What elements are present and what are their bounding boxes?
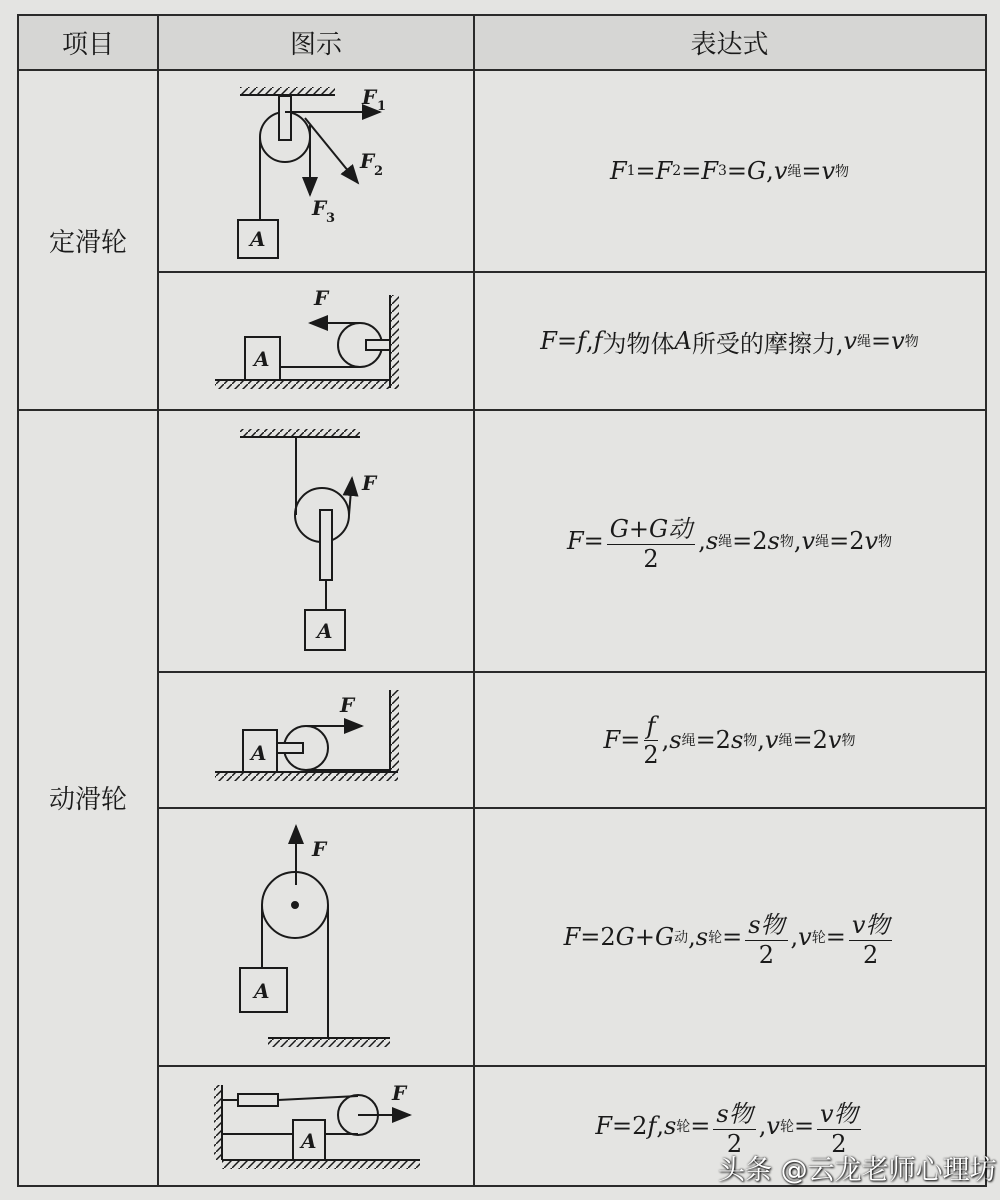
subscript: 轮: [708, 930, 723, 946]
math-symbol: f: [647, 1111, 657, 1140]
header-figure: 图示: [158, 15, 474, 70]
header-expression: 表达式: [474, 15, 985, 70]
numerator: s物: [713, 1094, 755, 1130]
subscript: 物: [841, 733, 856, 749]
formula-text: =: [635, 157, 656, 185]
watermark: 头条 @云龙老师心理坊: [718, 1155, 997, 1186]
label-f: F: [392, 1081, 407, 1105]
math-symbol: F: [566, 527, 584, 555]
label-f: F: [362, 471, 377, 495]
subscript: 动: [674, 930, 689, 946]
subscript: 轮: [779, 1118, 794, 1135]
math-symbol: G: [615, 923, 635, 951]
math-symbol: G: [654, 923, 675, 951]
math-symbol: s: [695, 923, 709, 951]
math-symbol: F: [595, 1111, 613, 1140]
subscript: 物: [904, 334, 919, 350]
math-symbol: v: [798, 923, 812, 951]
math-symbol: v: [773, 157, 788, 185]
formula-text: =2: [695, 726, 731, 754]
label-a: A: [251, 741, 267, 765]
math-symbol: f: [577, 327, 586, 355]
label-a: A: [254, 347, 270, 371]
formula-text: =2: [792, 726, 828, 754]
numerator: s物: [745, 905, 787, 941]
subscript: 轮: [811, 930, 826, 946]
spring-scale: [238, 1094, 278, 1106]
formula-text: =2: [732, 527, 768, 555]
formula-text: ,: [758, 1111, 767, 1140]
subscript: 绳: [778, 733, 793, 749]
subscript: 物: [779, 534, 794, 550]
subscript: 物: [878, 534, 893, 550]
formula-text: =: [793, 1111, 815, 1140]
subscript: 物: [835, 164, 850, 180]
denominator: 2: [758, 941, 774, 969]
formula-text: ,: [757, 726, 765, 754]
formula-text: ,: [790, 923, 799, 951]
math-symbol: v: [766, 1111, 780, 1140]
math-symbol: v: [764, 726, 779, 754]
math-symbol: s: [669, 726, 682, 754]
math-symbol: s: [663, 1111, 677, 1140]
math-symbol: F: [540, 327, 557, 355]
subscript: 绳: [787, 164, 802, 180]
denominator: 2: [831, 1129, 847, 1158]
formula-text: ,: [688, 923, 696, 951]
math-symbol: v: [891, 327, 905, 355]
movable-pulley-diagram-1: [240, 429, 378, 650]
label-f: F: [312, 837, 327, 861]
denominator: 2: [643, 545, 659, 573]
label-f2: F: [360, 149, 375, 173]
formula-text: ,: [698, 527, 706, 555]
label-f: F: [314, 286, 329, 310]
formula-text: =: [825, 923, 846, 951]
formula-text: +: [634, 923, 655, 951]
math-symbol: F: [603, 726, 621, 754]
label-sub: 1: [377, 99, 387, 114]
label-f1: F: [362, 85, 377, 109]
numerator: f: [644, 712, 659, 741]
formula-text: 所受的摩擦力,: [691, 329, 844, 358]
fixed-pulley-diagram-2: [215, 286, 399, 389]
label-f: F: [340, 693, 355, 717]
math-symbol: F: [655, 157, 673, 185]
label-sub: 2: [374, 164, 384, 179]
formula-text: =: [726, 157, 747, 185]
subscript: 2: [672, 163, 682, 179]
formula-text: =2: [829, 527, 865, 555]
formula-text: ,: [585, 327, 594, 355]
formula-text: 为物体: [602, 329, 675, 358]
math-symbol: f: [593, 327, 603, 355]
math-symbol: A: [674, 327, 692, 355]
math-symbol: G: [747, 157, 767, 185]
math-symbol: v: [864, 527, 879, 555]
subscript: 绳: [815, 534, 830, 550]
formula-text: ,: [661, 726, 670, 754]
group-movable-pulley: 动滑轮: [48, 785, 127, 815]
formula-text: =: [583, 527, 604, 555]
label-sub: 3: [326, 211, 336, 226]
formula-text: =: [556, 327, 578, 355]
math-symbol: v: [801, 527, 816, 555]
subscript: 绳: [718, 534, 733, 550]
formula-text: ,: [656, 1111, 664, 1140]
subscript: 3: [717, 163, 727, 179]
subscript: 物: [743, 733, 758, 749]
formula-text: =: [620, 726, 641, 754]
movable-pulley-diagram-2: [215, 690, 399, 781]
fixed-pulley-diagram-1: [238, 85, 386, 258]
subscript: 绳: [681, 733, 696, 749]
label-a: A: [317, 619, 333, 643]
math-symbol: s: [730, 726, 744, 754]
movable-pulley-diagram-4: [214, 1081, 420, 1169]
formula-text: =: [690, 1111, 711, 1140]
formula-text: =2: [612, 1111, 648, 1140]
subscript: 1: [626, 163, 636, 179]
header-item: 项目: [18, 15, 158, 70]
movable-pulley-diagram-3: [240, 826, 390, 1047]
math-symbol: v: [843, 327, 858, 355]
label-a: A: [254, 979, 270, 1003]
denominator: 2: [643, 740, 659, 769]
math-symbol: F: [609, 157, 627, 185]
math-symbol: F: [563, 923, 581, 951]
math-symbol: v: [827, 726, 842, 754]
formula-text: ,: [793, 527, 802, 555]
math-symbol: v: [821, 157, 836, 185]
denominator: 2: [862, 941, 879, 969]
math-symbol: F: [701, 157, 718, 185]
label-f3: F: [312, 196, 327, 220]
numerator: G+G动: [607, 509, 695, 545]
formula-text: =: [681, 157, 702, 185]
subscript: 轮: [676, 1118, 691, 1135]
formula-text: =: [871, 327, 892, 355]
formula-text: =2: [580, 923, 616, 951]
subscript: 绳: [857, 334, 872, 350]
formula-text: ,: [766, 157, 774, 185]
numerator: v物: [817, 1094, 861, 1130]
formula-text: =: [801, 157, 822, 185]
group-fixed-pulley: 定滑轮: [48, 227, 127, 258]
denominator: 2: [726, 1129, 743, 1158]
numerator: v物: [849, 905, 893, 941]
label-a: A: [250, 227, 266, 251]
label-a: A: [301, 1129, 317, 1153]
formula-text: =: [722, 923, 743, 951]
math-symbol: s: [767, 527, 780, 555]
math-symbol: s: [705, 527, 719, 555]
